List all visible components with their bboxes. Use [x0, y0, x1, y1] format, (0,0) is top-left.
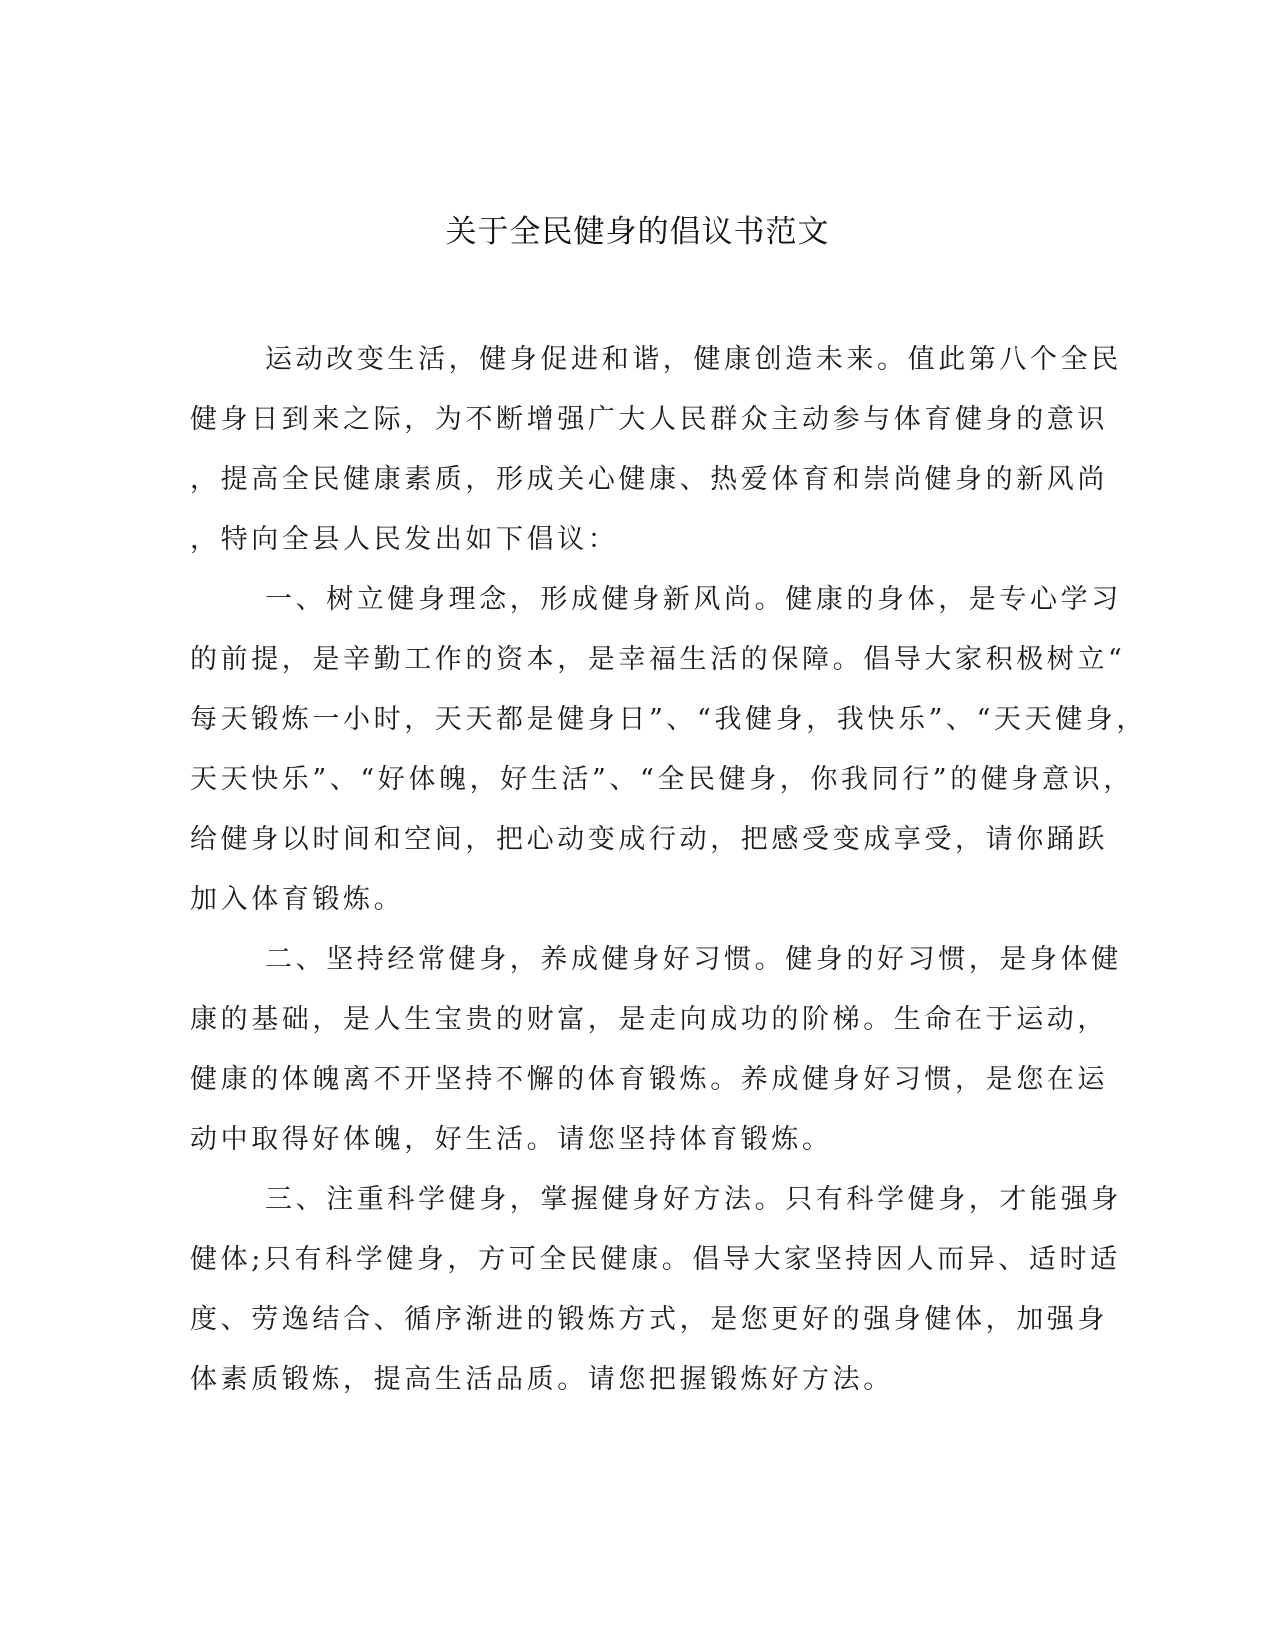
paragraph-line: 康的基础，是人生宝贵的财富，是走向成功的阶梯。生命在于运动，	[190, 1004, 1108, 1035]
paragraph-line: 三、注重科学健身，掌握健身好方法。只有科学健身，才能强身	[265, 1184, 1122, 1215]
paragraph-point-one	[190, 570, 1148, 930]
paragraph-line: 度、劳逸结合、循序渐进的锻炼方式，是您更好的强身健体，加强身	[190, 1304, 1108, 1335]
paragraph-line: 动中取得好体魄，好生活。请您坚持体育锻炼。	[190, 1124, 833, 1155]
paragraph-intro	[190, 330, 1122, 570]
paragraph-line: 二、坚持经常健身，养成健身好习惯。健身的好习惯，是身体健	[265, 944, 1122, 975]
paragraph-line: 健体;只有科学健身，方可全民健康。倡导大家坚持因人而异、适时适	[190, 1244, 1121, 1275]
paragraph-line: 天天快乐”、“好体魄，好生活”、“全民健身，你我同行”的健身意识，	[190, 764, 1134, 795]
paragraph-line: 给健身以时间和空间，把心动变成行动，把感受变成享受，请你踊跃	[190, 824, 1108, 855]
paragraph-point-three	[190, 1170, 1122, 1410]
paragraph-line: ，提高全民健康素质，形成关心健康、热爱体育和崇尚健身的新风尚	[190, 464, 1108, 495]
document-title: 关于全民健身的倡议书范文	[445, 214, 830, 250]
paragraph-point-two	[190, 930, 1122, 1170]
paragraph-line: 健身日到来之际，为不断增强广大人民群众主动参与体育健身的意识	[190, 404, 1108, 435]
paragraph-line: 运动改变生活，健身促进和谐，健康创造未来。值此第八个全民	[265, 344, 1122, 375]
paragraph-line: 一、树立健身理念，形成健身新风尚。健康的身体，是专心学习	[265, 584, 1122, 615]
document-body	[190, 330, 1148, 1410]
paragraph-line: 健康的体魄离不开坚持不懈的体育锻炼。养成健身好习惯，是您在运	[190, 1064, 1108, 1095]
paragraph-line: 每天锻炼一小时，天天都是健身日”、“我健身，我快乐”、“天天健身，	[190, 704, 1148, 735]
paragraph-line: ，特向全县人民发出如下倡议：	[190, 524, 619, 555]
paragraph-line: 体素质锻炼，提高生活品质。请您把握锻炼好方法。	[190, 1364, 894, 1395]
paragraph-line: 的前提，是辛勤工作的资本，是幸福生活的保障。倡导大家积极树立“	[190, 644, 1126, 675]
paragraph-line: 加入体育锻炼。	[190, 884, 405, 915]
